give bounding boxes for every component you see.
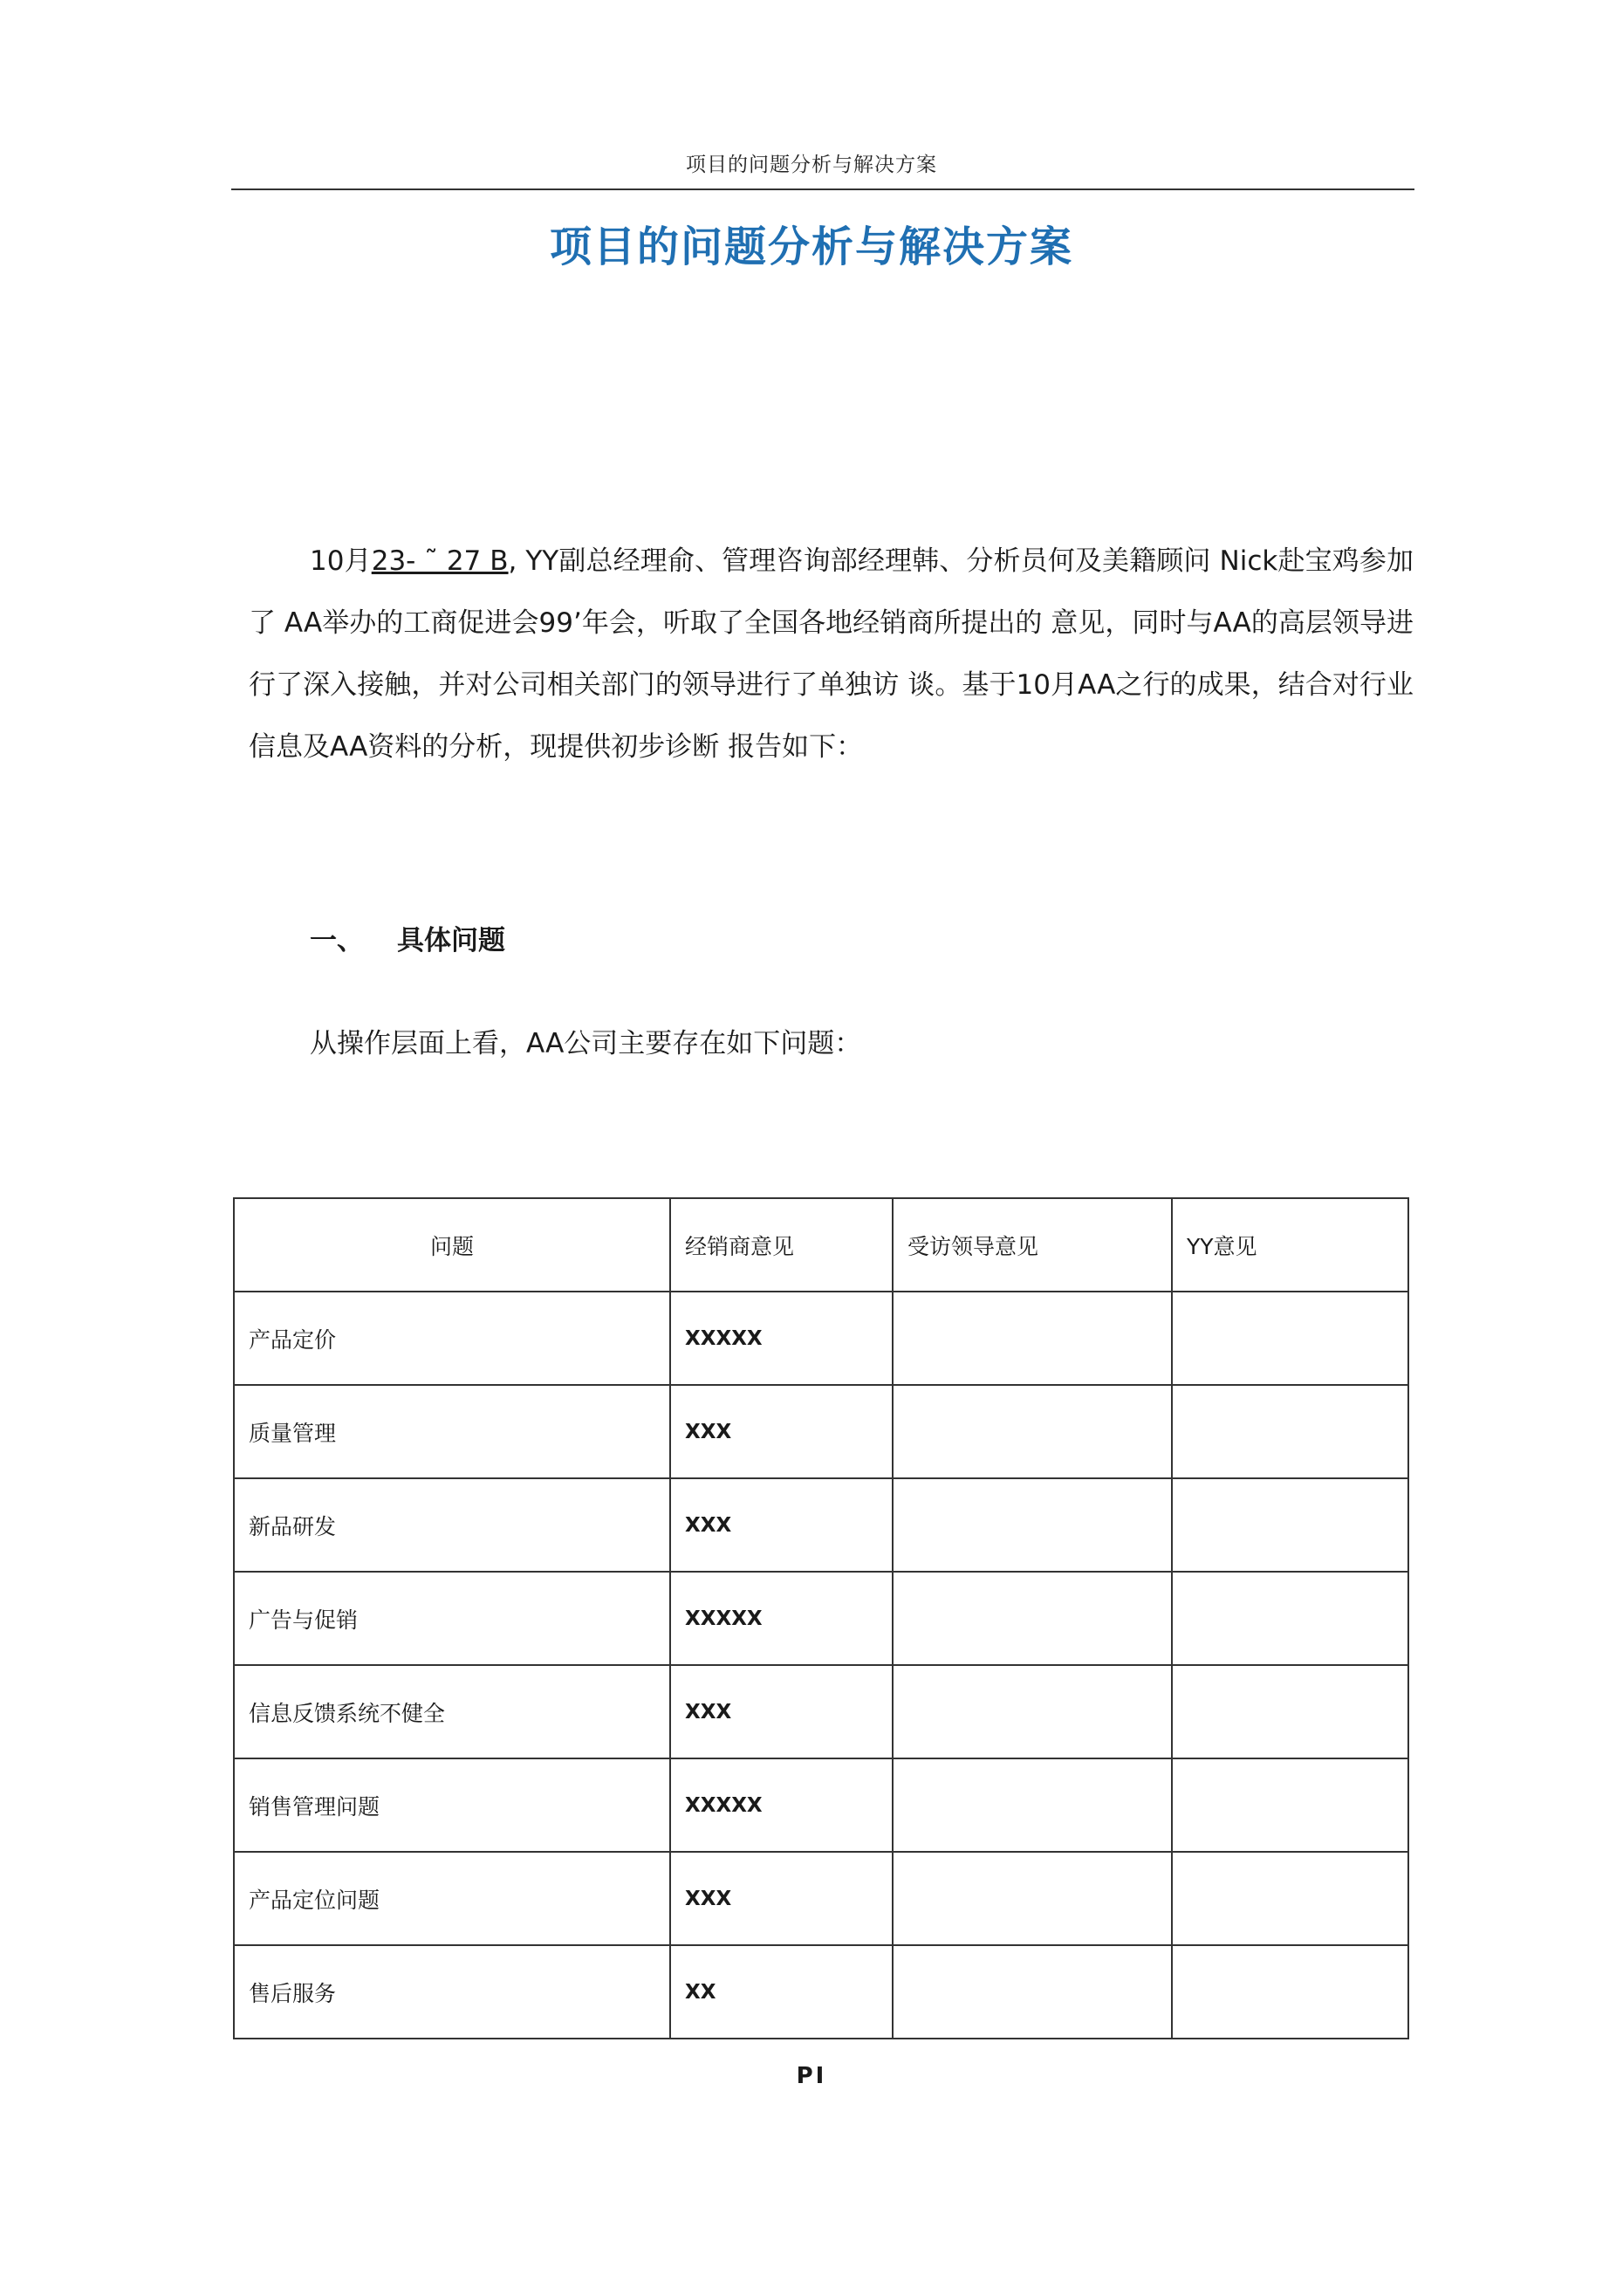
lead-text: 从操作层面上看，AA公司主要存在如下问题： <box>310 1028 862 1059</box>
header-cell-issue: 问题 <box>234 1198 670 1292</box>
yy-opinion-cell <box>1172 1292 1408 1385</box>
issue-cell: 销售管理问题 <box>234 1758 670 1852</box>
yy-opinion-cell <box>1172 1758 1408 1852</box>
dealer-opinion-cell: XXXXX <box>670 1292 893 1385</box>
yy-opinion-cell <box>1172 1478 1408 1572</box>
table-header-row <box>234 1198 1408 1292</box>
dealer-opinion-cell: XXX <box>670 1852 893 1945</box>
section-number: 一、 <box>310 925 364 956</box>
leader-opinion-cell <box>893 1665 1172 1758</box>
yy-opinion-cell <box>1172 1572 1408 1665</box>
leader-opinion-cell <box>893 1478 1172 1572</box>
intro-text-rest: , YY副总经理俞、管理咨询部经理韩、分析员何及美籍顾问 Nick赴宝鸡参加了 AA举办的工商促进会99’年会，听取了全国各地经销商所提出的 意见，同时与AA的高层领导进行了深入接触，并对公司相关部门的领导进行了单独访 谈。基于10月AA之行的成果，结合对行业信息及AA资料的分析，现提供初步诊断 报告如下： <box>249 545 1414 763</box>
header-cell-leader: 受访领导意见 <box>893 1198 1172 1292</box>
issue-cell: 质量管理 <box>234 1385 670 1478</box>
issue-cell: 新品研发 <box>234 1478 670 1572</box>
leader-opinion-cell <box>893 1945 1172 2039</box>
table-row <box>234 1292 1408 1385</box>
intro-paragraph <box>249 531 1414 778</box>
table-row <box>234 1665 1408 1758</box>
yy-opinion-cell <box>1172 1665 1408 1758</box>
header-cell-dealer: 经销商意见 <box>670 1198 893 1292</box>
header-rule <box>231 188 1414 190</box>
issue-cell: 售后服务 <box>234 1945 670 2039</box>
running-header: 项目的问题分析与解决方案 <box>686 154 937 176</box>
yy-opinion-cell <box>1172 1852 1408 1945</box>
dealer-opinion-cell: XXX <box>670 1385 893 1478</box>
section-title: 具体问题 <box>397 925 505 956</box>
dealer-opinion-cell: XXXXX <box>670 1758 893 1852</box>
dealer-opinion-cell: XXXXX <box>670 1572 893 1665</box>
document-title: 项目的问题分析与解决方案 <box>549 223 1073 271</box>
leader-opinion-cell <box>893 1572 1172 1665</box>
dealer-opinion-cell: XXX <box>670 1665 893 1758</box>
issue-cell: 信息反馈系统不健全 <box>234 1665 670 1758</box>
page-number: PI <box>796 2063 827 2089</box>
issue-cell: 广告与促销 <box>234 1572 670 1665</box>
yy-opinion-cell <box>1172 1945 1408 2039</box>
dealer-opinion-cell: XXX <box>670 1478 893 1572</box>
issues-table <box>233 1197 1409 2039</box>
intro-text-start: 10月 <box>310 545 372 577</box>
table-row <box>234 1852 1408 1945</box>
table-row <box>234 1945 1408 2039</box>
intro-date-range: 23- ˜ 27 B <box>371 545 509 577</box>
leader-opinion-cell <box>893 1385 1172 1478</box>
leader-opinion-cell <box>893 1292 1172 1385</box>
issue-cell: 产品定价 <box>234 1292 670 1385</box>
section-heading <box>310 918 505 957</box>
dealer-opinion-cell: XX <box>670 1945 893 2039</box>
leader-opinion-cell <box>893 1852 1172 1945</box>
table-row <box>234 1572 1408 1665</box>
yy-opinion-cell <box>1172 1385 1408 1478</box>
header-cell-yy: YY意见 <box>1172 1198 1408 1292</box>
table-row <box>234 1478 1408 1572</box>
table-row <box>234 1758 1408 1852</box>
leader-opinion-cell <box>893 1758 1172 1852</box>
table-row <box>234 1385 1408 1478</box>
issue-cell: 产品定位问题 <box>234 1852 670 1945</box>
